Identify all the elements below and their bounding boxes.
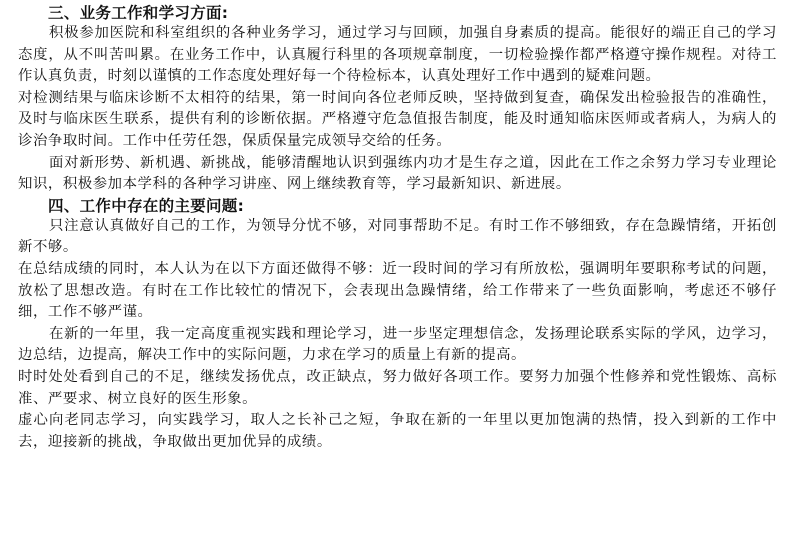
section-4-paragraph-5: 虚心向老同志学习，向实践学习，取人之长补己之短，争取在新的一年里以更加饱满的热情，投入到新的工作中去，迎接新的挑战，争取做出更加优异的成绩。 [18, 412, 777, 450]
section-4-heading: 四、工作中存在的主要问题: [48, 196, 245, 215]
section-3-heading: 三、业务工作和学习方面: [48, 4, 229, 22]
section-4-paragraph-2: 在总结成绩的同时，本人认为在以下方面还做得不够：近一段时间的学习有所放松，强调明年要职称考试的问题，放松了思想改造。有时在工作比较忙的情况下，会表现出急躁情绪，给工作带来了一些负面影响，考虑还不够仔细，工作不够严谨。 [18, 260, 777, 321]
section-4-paragraph-1: 只注意认真做好自己的工作，为领导分忧不够，对同事帮助不足。有时工作不够细致，存在急躁情绪，开拓创新不够。 [18, 217, 777, 256]
section-3-paragraph-2: 对检测结果与临床诊断不太相符的结果，第一时间向各位老师反映，坚持做到复查，确保发出检验报告的准确性，及时与临床医生联系，提供有利的诊断依据。严格遵守危急值报告制度，能及时通知临床医师或者病人，为病人的诊治争取时间。工作中任劳任怨，保质保量完成领导交给的任务。 [18, 89, 777, 149]
section-3-paragraph-3: 面对新形势、新机遇、新挑战，能够清醒地认识到强练内功才是生存之道，因此在工作之余努力学习专业理论知识，积极参加本学科的各种学习讲座、网上继续教育等，学习最新知识、新进展。 [18, 154, 777, 193]
section-3-paragraph-1: 积极参加医院和科室组织的各种业务学习，通过学习与回顾，加强自身素质的提高。能很好的端正自己的学习态度，从不叫苦叫累。在业务工作中，认真履行科里的各项规章制度，一切检验操作都严格遵守操作规程。对待工作认真负责，时刻以谨慎的工作态度处理好每一个待检标本，认真处理好工作中遇到的疑难问题。 [18, 25, 777, 85]
section-4-paragraph-3: 在新的一年里，我一定高度重视实践和理论学习，进一步坚定理想信念，发扬理论联系实际的学风，边学习，边总结，边提高，解决工作中的实际问题，力求在学习的质量上有新的提高。 [18, 325, 777, 364]
section-4-paragraph-4: 时时处处看到自己的不足，继续发扬优点，改正缺点，努力做好各项工作。要努力加强个性修养和党性锻炼、高标准、严要求、树立良好的医生形象。 [18, 368, 777, 407]
